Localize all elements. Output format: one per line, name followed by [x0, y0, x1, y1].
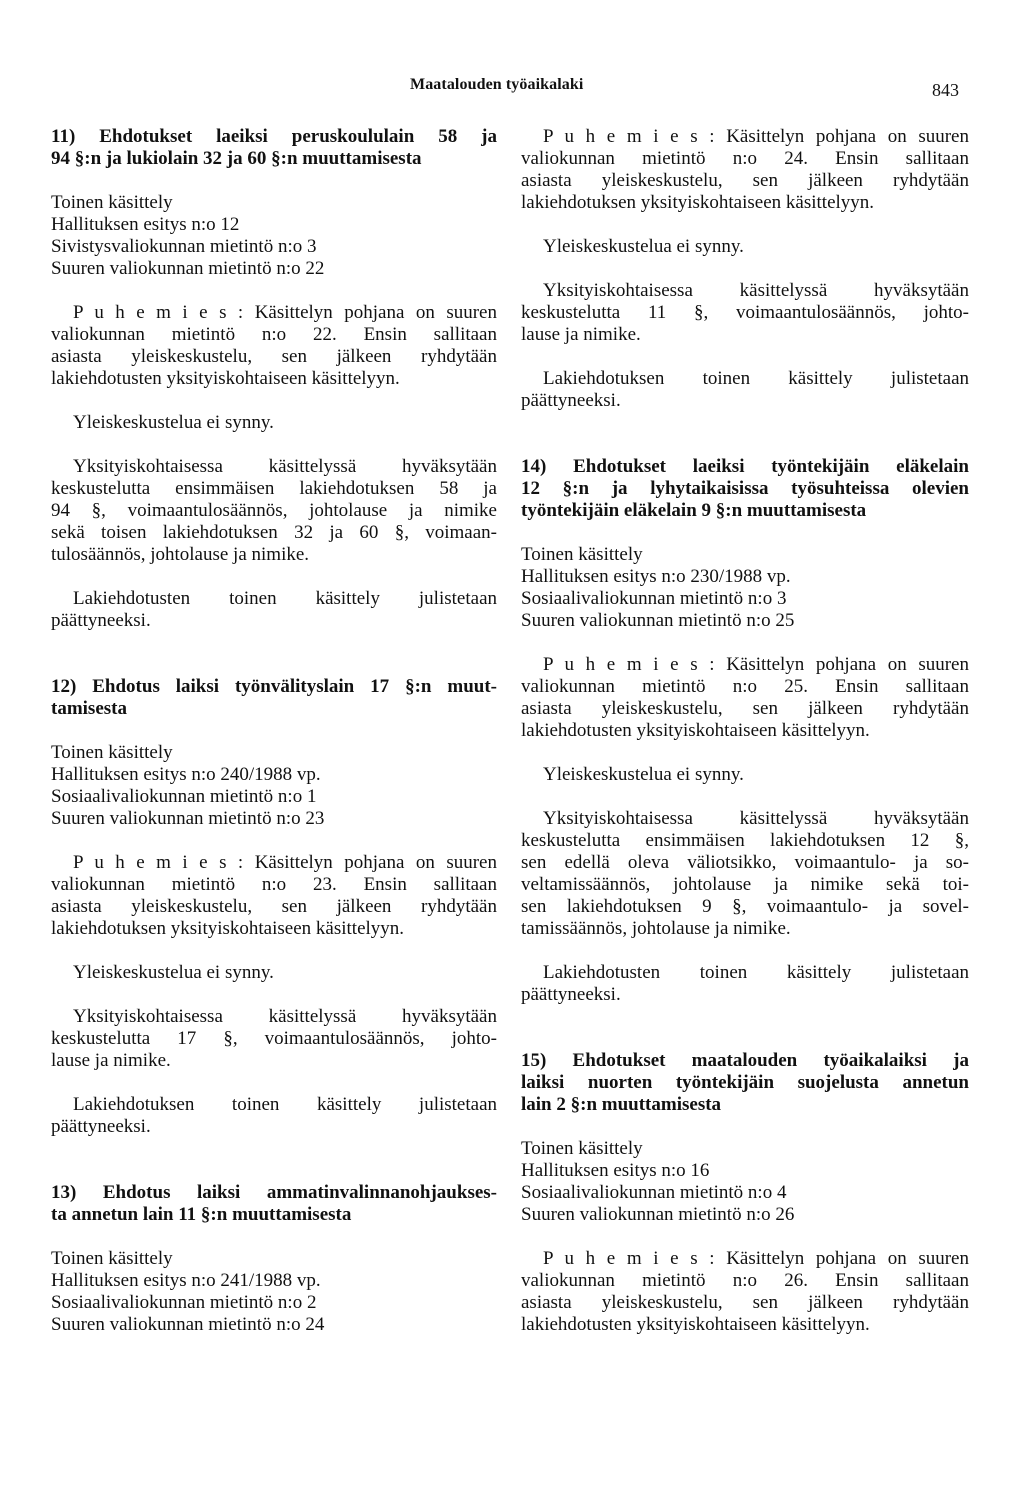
paragraph-line: lause ja nimike. — [51, 1050, 171, 1071]
paragraph-line: sen edellä oleva väliotsikko, voimaantulo- ja so- — [521, 852, 969, 873]
paragraph-line: Lakiehdotusten toinen käsittely julistetaan — [543, 962, 969, 983]
section-heading: 12 §:n ja lyhytaikaisissa työsuhteissa olevien — [521, 478, 969, 499]
paragraph-line: lakiehdotusten yksityiskohtaiseen käsittelyyn. — [521, 1314, 870, 1335]
section-heading: lain 2 §:n muuttamisesta — [521, 1094, 722, 1115]
section-14 — [521, 456, 969, 1006]
section-heading: 12) Ehdotus laiksi työnvälityslain 17 §:n muut- — [51, 676, 497, 697]
paragraph-line: Lakiehdotuksen toinen käsittely julistetaan — [73, 1094, 497, 1115]
info-line: Toinen käsittely — [521, 1138, 643, 1159]
section-heading: 11) Ehdotukset laeiksi peruskoululain 58 ja — [51, 126, 497, 147]
paragraph-line: Yleiskeskustelua ei synny. — [543, 236, 744, 257]
section-heading: laiksi nuorten työntekijäin suojelusta annetun — [521, 1072, 969, 1093]
paragraph-line: keskustelutta ensimmäisen lakiehdotuksen 12 §, — [521, 830, 969, 851]
section-13-continued — [521, 126, 969, 412]
section-15 — [521, 1050, 969, 1336]
speaker-label: P u h e m i e s : — [543, 1248, 715, 1269]
info-line: Suuren valiokunnan mietintö n:o 24 — [51, 1314, 325, 1335]
paragraph-line: lakiehdotuksen yksityiskohtaiseen käsittelyyn. — [51, 918, 405, 939]
page-number: 843 — [932, 80, 959, 100]
section-heading: 13) Ehdotus laiksi ammatinvalinnanohjaukses- — [51, 1182, 497, 1203]
info-line: Toinen käsittely — [51, 192, 173, 213]
info-line: Hallituksen esitys n:o 230/1988 vp. — [521, 566, 791, 587]
paragraph-line: Yleiskeskustelua ei synny. — [543, 764, 744, 785]
paragraph-line: asiasta yleiskeskustelu, sen jälkeen ryhdytään — [521, 1292, 969, 1313]
info-line: Sivistysvaliokunnan mietintö n:o 3 — [51, 236, 317, 257]
info-line: Suuren valiokunnan mietintö n:o 22 — [51, 258, 325, 279]
paragraph-line: päättyneeksi. — [521, 984, 621, 1005]
chairman-statement — [51, 302, 497, 324]
section-heading: 14) Ehdotukset laeiksi työntekijäin eläkelain — [521, 456, 969, 477]
statement-text: Käsittelyn pohjana on suuren — [254, 852, 497, 873]
right-column — [521, 126, 969, 1336]
paragraph-line: lakiehdotusten yksityiskohtaiseen käsittelyyn. — [521, 720, 870, 741]
paragraph-line: sen lakiehdotuksen 9 §, voimaantulo- ja sovel- — [521, 896, 969, 917]
info-line: Sosiaalivaliokunnan mietintö n:o 1 — [51, 786, 317, 807]
info-line: Hallituksen esitys n:o 240/1988 vp. — [51, 764, 321, 785]
paragraph-line: valiokunnan mietintö n:o 22. Ensin sallitaan — [51, 324, 497, 345]
statement-text: Käsittelyn pohjana on suuren — [726, 126, 969, 147]
paragraph-line: lakiehdotuksen yksityiskohtaiseen käsittelyyn. — [521, 192, 875, 213]
paragraph-line: keskustelutta 17 §, voimaantulosäännös, johto- — [51, 1028, 497, 1049]
info-line: Suuren valiokunnan mietintö n:o 25 — [521, 610, 795, 631]
paragraph-line: lause ja nimike. — [521, 324, 641, 345]
paragraph-line: valiokunnan mietintö n:o 26. Ensin sallitaan — [521, 1270, 969, 1291]
section-heading: ta annetun lain 11 §:n muuttamisesta — [51, 1204, 352, 1225]
info-line: Suuren valiokunnan mietintö n:o 26 — [521, 1204, 795, 1225]
paragraph-line: Yksityiskohtaisessa käsittelyssä hyväksytään — [543, 808, 969, 829]
speaker-label: P u h e m i e s : — [73, 852, 244, 873]
section-heading: 15) Ehdotukset maatalouden työaikalaiksi ja — [521, 1050, 969, 1071]
paragraph-line: asiasta yleiskeskustelu, sen jälkeen ryhdytään — [51, 346, 497, 367]
info-line: Hallituksen esitys n:o 16 — [521, 1160, 710, 1181]
info-line: Sosiaalivaliokunnan mietintö n:o 4 — [521, 1182, 787, 1203]
paragraph-line: asiasta yleiskeskustelu, sen jälkeen ryhdytään — [521, 698, 969, 719]
chairman-statement — [521, 654, 969, 676]
paragraph-line: valiokunnan mietintö n:o 23. Ensin sallitaan — [51, 874, 497, 895]
paragraph-line: sekä toisen lakiehdotuksen 32 ja 60 §, voimaan- — [51, 522, 497, 543]
section-heading: tamisesta — [51, 698, 127, 719]
paragraph-line: valiokunnan mietintö n:o 24. Ensin sallitaan — [521, 148, 969, 169]
info-line: Toinen käsittely — [51, 1248, 173, 1269]
info-line: Toinen käsittely — [521, 544, 643, 565]
paragraph-line: asiasta yleiskeskustelu, sen jälkeen ryhdytään — [51, 896, 497, 917]
left-column — [51, 126, 497, 1336]
statement-text: Käsittelyn pohjana on suuren — [254, 302, 497, 323]
paragraph-line: päättyneeksi. — [51, 1116, 151, 1137]
section-13 — [51, 1182, 497, 1336]
speaker-label: P u h e m i e s : — [73, 302, 244, 323]
paragraph-line: Lakiehdotusten toinen käsittely julistetaan — [73, 588, 497, 609]
statement-text: Käsittelyn pohjana on suuren — [726, 1248, 969, 1269]
section-heading: työntekijäin eläkelain 9 §:n muuttamisesta — [521, 500, 867, 521]
paragraph-line: lakiehdotusten yksityiskohtaiseen käsittelyyn. — [51, 368, 400, 389]
paragraph-line: tulosäännös, johtolause ja nimike. — [51, 544, 310, 565]
section-heading: 94 §:n ja lukiolain 32 ja 60 §:n muuttamisesta — [51, 148, 422, 169]
info-line: Suuren valiokunnan mietintö n:o 23 — [51, 808, 325, 829]
info-line: Sosiaalivaliokunnan mietintö n:o 2 — [51, 1292, 317, 1313]
paragraph-line: Yksityiskohtaisessa käsittelyssä hyväksytään — [543, 280, 969, 301]
running-header-title: Maatalouden työaikalaki — [410, 76, 584, 93]
paragraph-line: päättyneeksi. — [51, 610, 151, 631]
chairman-statement — [521, 126, 969, 148]
paragraph-line: 94 §, voimaantulosäännös, johtolause ja nimike — [51, 500, 497, 521]
paragraph-line: valiokunnan mietintö n:o 25. Ensin sallitaan — [521, 676, 969, 697]
paragraph-line: Yleiskeskustelua ei synny. — [73, 962, 274, 983]
chairman-statement — [521, 1248, 969, 1270]
section-11 — [51, 126, 497, 632]
statement-text: Käsittelyn pohjana on suuren — [726, 654, 969, 675]
paragraph-line: keskustelutta ensimmäisen lakiehdotuksen 58 ja — [51, 478, 497, 499]
speaker-label: P u h e m i e s : — [543, 126, 715, 147]
speaker-label: P u h e m i e s : — [543, 654, 715, 675]
chairman-statement — [51, 852, 497, 874]
section-12 — [51, 676, 497, 1138]
paragraph-line: Yksityiskohtaisessa käsittelyssä hyväksytään — [73, 456, 497, 477]
info-line: Hallituksen esitys n:o 241/1988 vp. — [51, 1270, 321, 1291]
paragraph-line: Yleiskeskustelua ei synny. — [73, 412, 274, 433]
info-line: Hallituksen esitys n:o 12 — [51, 214, 240, 235]
paragraph-line: tamissäännös, johtolause ja nimike. — [521, 918, 791, 939]
paragraph-line: keskustelutta 11 §, voimaantulosäännös, johto- — [521, 302, 969, 323]
paragraph-line: päättyneeksi. — [521, 390, 621, 411]
info-line: Toinen käsittely — [51, 742, 173, 763]
info-line: Sosiaalivaliokunnan mietintö n:o 3 — [521, 588, 787, 609]
paragraph-line: asiasta yleiskeskustelu, sen jälkeen ryhdytään — [521, 170, 969, 191]
paragraph-line: Yksityiskohtaisessa käsittelyssä hyväksytään — [73, 1006, 497, 1027]
paragraph-line: Lakiehdotuksen toinen käsittely julistetaan — [543, 368, 969, 389]
paragraph-line: veltamissäännös, johtolause ja nimike sekä toi- — [521, 874, 969, 895]
